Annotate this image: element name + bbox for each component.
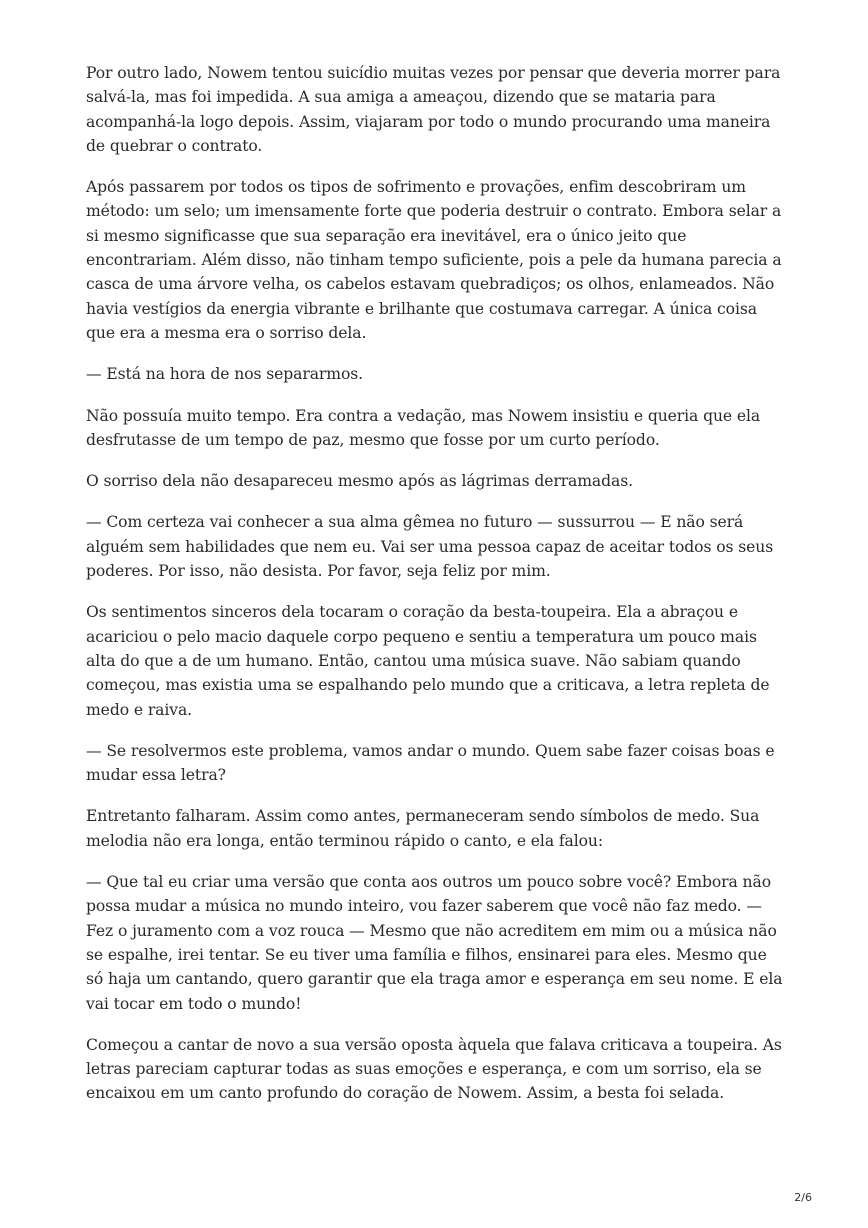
document-body [86, 61, 786, 1123]
paragraph: Após passarem por todos os tipos de sofrimento e provações, enfim descobriram um método: um selo; um imensamente forte que poderia destruir o contrato. Embora selar a si mesmo significasse que sua separação era inevitável, era o único jeito que encontrariam. Além disso, não tinham tempo suficiente, pois a pele da humana parecia a casca de uma árvore velha, os cabelos estavam quebradiços; os olhos, enlameados. Não havia vestígios da energia vibrante e brilhante que costumava carregar. A única coisa que era a mesma era o sorriso dela. [86, 178, 782, 342]
paragraph: Não possuía muito tempo. Era contra a vedação, mas Nowem insistiu e queria que ela desfrutasse de um tempo de paz, mesmo que fosse por um curto período. [86, 406, 761, 449]
page-number: 2/6 [794, 1191, 812, 1204]
paragraph: — Que tal eu criar uma versão que conta aos outros um pouco sobre você? Embora não possa mudar a música no mundo inteiro, vou fazer saberem que você não faz medo. — Fez o juramento com a voz rouca — Mesmo que não acreditem em mim ou a música não se espalhe, irei tentar. Se eu tiver uma família e filhos, ensinarei para eles. Mesmo que só haja um cantando, quero garantir que ela traga amor e esperança em seu nome. E ela vai tocar em todo o mundo! [86, 873, 783, 1013]
paragraph: Começou a cantar de novo a sua versão oposta àquela que falava criticava a toupeira. As letras pareciam capturar todas as suas emoções e esperança, e com um sorriso, ela se encaixou em um canto profundo do coração de Nowem. Assim, a besta foi selada. [86, 1035, 782, 1103]
paragraph: — Está na hora de nos separarmos. [86, 365, 363, 384]
paragraph: Por outro lado, Nowem tentou suicídio muitas vezes por pensar que deveria morrer para salvá-la, mas foi impedida. A sua amiga a ameaçou, dizendo que se mataria para acompanhá-la logo depois. Assim, viajaram por todo o mundo procurando uma maneira de quebrar o contrato. [86, 64, 781, 155]
paragraph: Entretanto falharam. Assim como antes, permaneceram sendo símbolos de medo. Sua melodia não era longa, então terminou rápido o canto, e ela falou: [86, 807, 760, 850]
paragraph: O sorriso dela não desapareceu mesmo após as lágrimas derramadas. [86, 472, 633, 491]
paragraph: — Com certeza vai conhecer a sua alma gêmea no futuro — sussurrou — E não será alguém sem habilidades que nem eu. Vai ser uma pessoa capaz de aceitar todos os seus poderes. Por isso, não desista. Por favor, seja feliz por mim. [86, 513, 774, 581]
paragraph: Os sentimentos sinceros dela tocaram o coração da besta-toupeira. Ela a abraçou e acariciou o pelo macio daquele corpo pequeno e sentiu a temperatura um pouco mais alta do que a de um humano. Então, cantou uma música suave. Não sabiam quando começou, mas existia uma se espalhando pelo mundo que a criticava, a letra repleta de medo e raiva. [86, 603, 770, 719]
paragraph: — Se resolvermos este problema, vamos andar o mundo. Quem sabe fazer coisas boas e mudar essa letra? [86, 741, 775, 785]
